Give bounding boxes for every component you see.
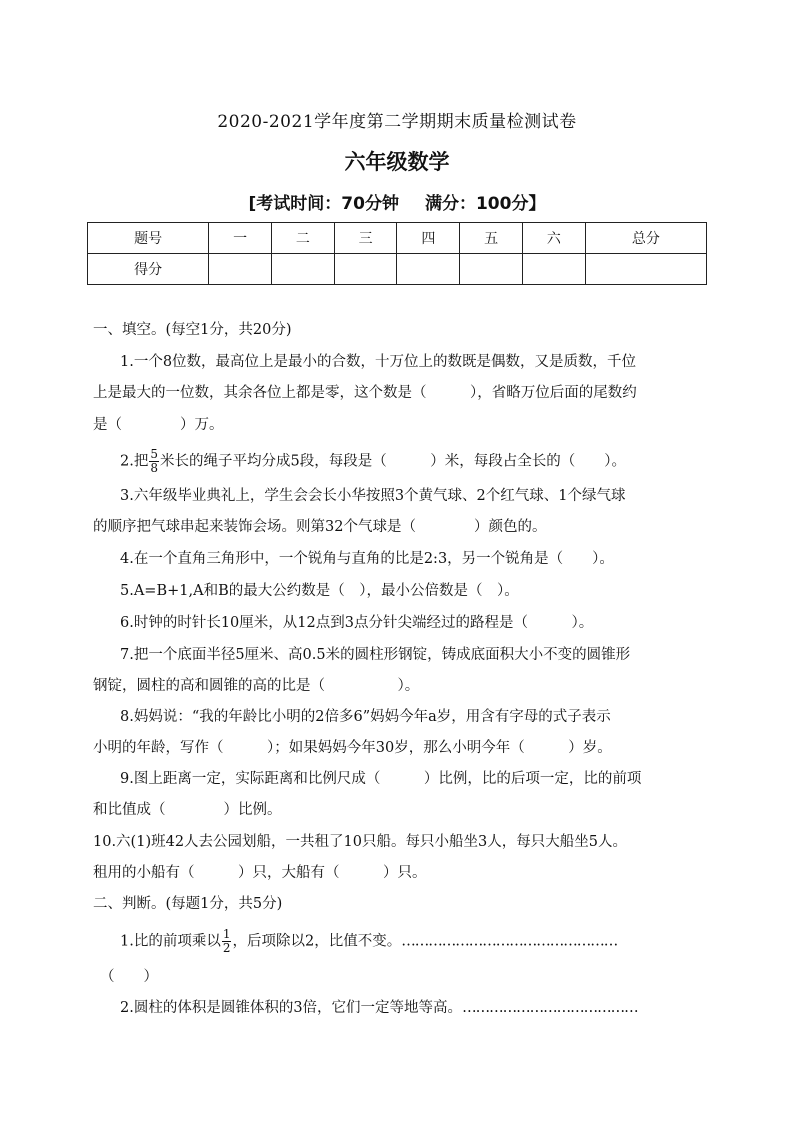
score-table-header-cell: 四 (397, 223, 460, 254)
fraction-numerator: 5 (150, 447, 158, 461)
judgment-2-text: 2.圆柱的体积是圆锥体积的3倍，它们一定等地等高。 (120, 1000, 463, 1016)
exam-subtitle: 六年级数学 (344, 150, 450, 174)
question-6: 6.时钟的时针长10厘米，从12点到3点分针尖端经过的路程是（ ）。 (120, 615, 594, 631)
section1-heading: 一、填空。(每空1分，共20分) (93, 322, 292, 338)
score-cell[interactable] (460, 254, 523, 285)
judgment-1-suffix: ，后项除以2，比值不变。 (232, 933, 402, 950)
question-9-line-1: 9.图上距离一定，实际距离和比例尺成（ ）比例，比的后项一定，比的前项 (120, 771, 642, 787)
question-7-line-2: 钢锭，圆柱的高和圆锥的高的比是（ ）。 (93, 678, 420, 694)
judgment-1-answer-paren[interactable]: （ ） (100, 969, 158, 985)
question-1-line-3: 是（ ）万。 (93, 417, 224, 433)
question-2-prefix: 2.把 (120, 453, 149, 470)
score-cell[interactable] (272, 254, 335, 285)
question-7-line-1: 7.把一个底面半径5厘米、高0.5米的圆柱形钢锭，铸成底面积大小不变的圆锥形 (120, 647, 631, 663)
score-row-label: 得分 (88, 254, 209, 285)
question-10-line-2: 租用的小船有（ ）只，大船有（ ）只。 (93, 865, 427, 881)
full-score: 满分：100分】 (424, 194, 546, 214)
fraction-denominator: 2 (222, 941, 231, 955)
score-cell[interactable] (522, 254, 585, 285)
score-table-header-cell: 题号 (88, 223, 209, 254)
question-1-line-1: 1.一个8位数，最高位上是最小的合数，十万位上的数既是偶数，又是质数，千位 (120, 354, 637, 370)
score-table-header-cell: 六 (522, 223, 585, 254)
question-5: 5.A=B+1,A和B的最大公约数是（ ），最小公倍数是（ ）。 (120, 583, 519, 599)
exam-title: 2020-2021学年度第二学期期末质量检测试卷 (217, 112, 577, 132)
judgment-2 (120, 998, 740, 1018)
question-4: 4.在一个直角三角形中，一个锐角与直角的比是2:3，另一个锐角是（ ）。 (120, 551, 614, 567)
fraction-numerator: 1 (222, 927, 231, 941)
score-table-header-cell: 五 (460, 223, 523, 254)
score-cell[interactable] (397, 254, 460, 285)
question-3-line-2: 的顺序把气球串起来装饰会场。则第32个气球是（ ）颜色的。 (93, 519, 547, 535)
score-cell[interactable] (585, 254, 706, 285)
score-table-header-cell: 总分 (585, 223, 706, 254)
exam-info (0, 189, 794, 214)
question-1-line-2: 上是最大的一位数，其余各位上都是零，这个数是（ ），省略万位后面的尾数约 (93, 385, 637, 401)
fraction-denominator: 8 (150, 461, 158, 475)
judgment-1 (120, 928, 740, 955)
judgment-1-prefix: 1.比的前项乘以 (120, 933, 221, 950)
question-9-line-2: 和比值成（ ）比例。 (93, 802, 282, 818)
score-cell[interactable] (209, 254, 272, 285)
question-8-line-2: 小明的年龄，写作（ ）；如果妈妈今年30岁，那么小明今年（ ）岁。 (93, 740, 612, 756)
score-cell[interactable] (334, 254, 397, 285)
question-3-line-1: 3.六年级毕业典礼上，学生会会长小华按照3个黄气球、2个红气球、1个绿气球 (120, 488, 626, 504)
leader-dots: ………………………………… (462, 1000, 638, 1016)
score-table-header-cell: 二 (272, 223, 335, 254)
score-table-header-row (88, 223, 707, 254)
question-8-line-1: 8.妈妈说：“我的年龄比小明的2倍多6”妈妈今年a岁，用含有字母的式子表示 (120, 709, 611, 725)
fraction (149, 448, 159, 475)
question-2 (120, 448, 740, 475)
fraction (222, 928, 232, 955)
score-table (87, 222, 707, 285)
exam-time: [考试时间：70分钟 (248, 194, 399, 214)
score-table-score-row (88, 254, 707, 285)
leader-dots: ………………………………………… (401, 933, 618, 950)
question-2-suffix: 米长的绳子平均分成5段，每段是（ ）米，每段占全长的（ ）。 (159, 453, 626, 470)
question-10-line-1: 10.六(1)班42人去公园划船，一共租了10只船。每只小船坐3人，每只大船坐5人。 (93, 834, 627, 850)
section2-heading: 二、判断。(每题1分，共5分) (93, 896, 283, 912)
score-table-header-cell: 一 (209, 223, 272, 254)
score-table-header-cell: 三 (334, 223, 397, 254)
